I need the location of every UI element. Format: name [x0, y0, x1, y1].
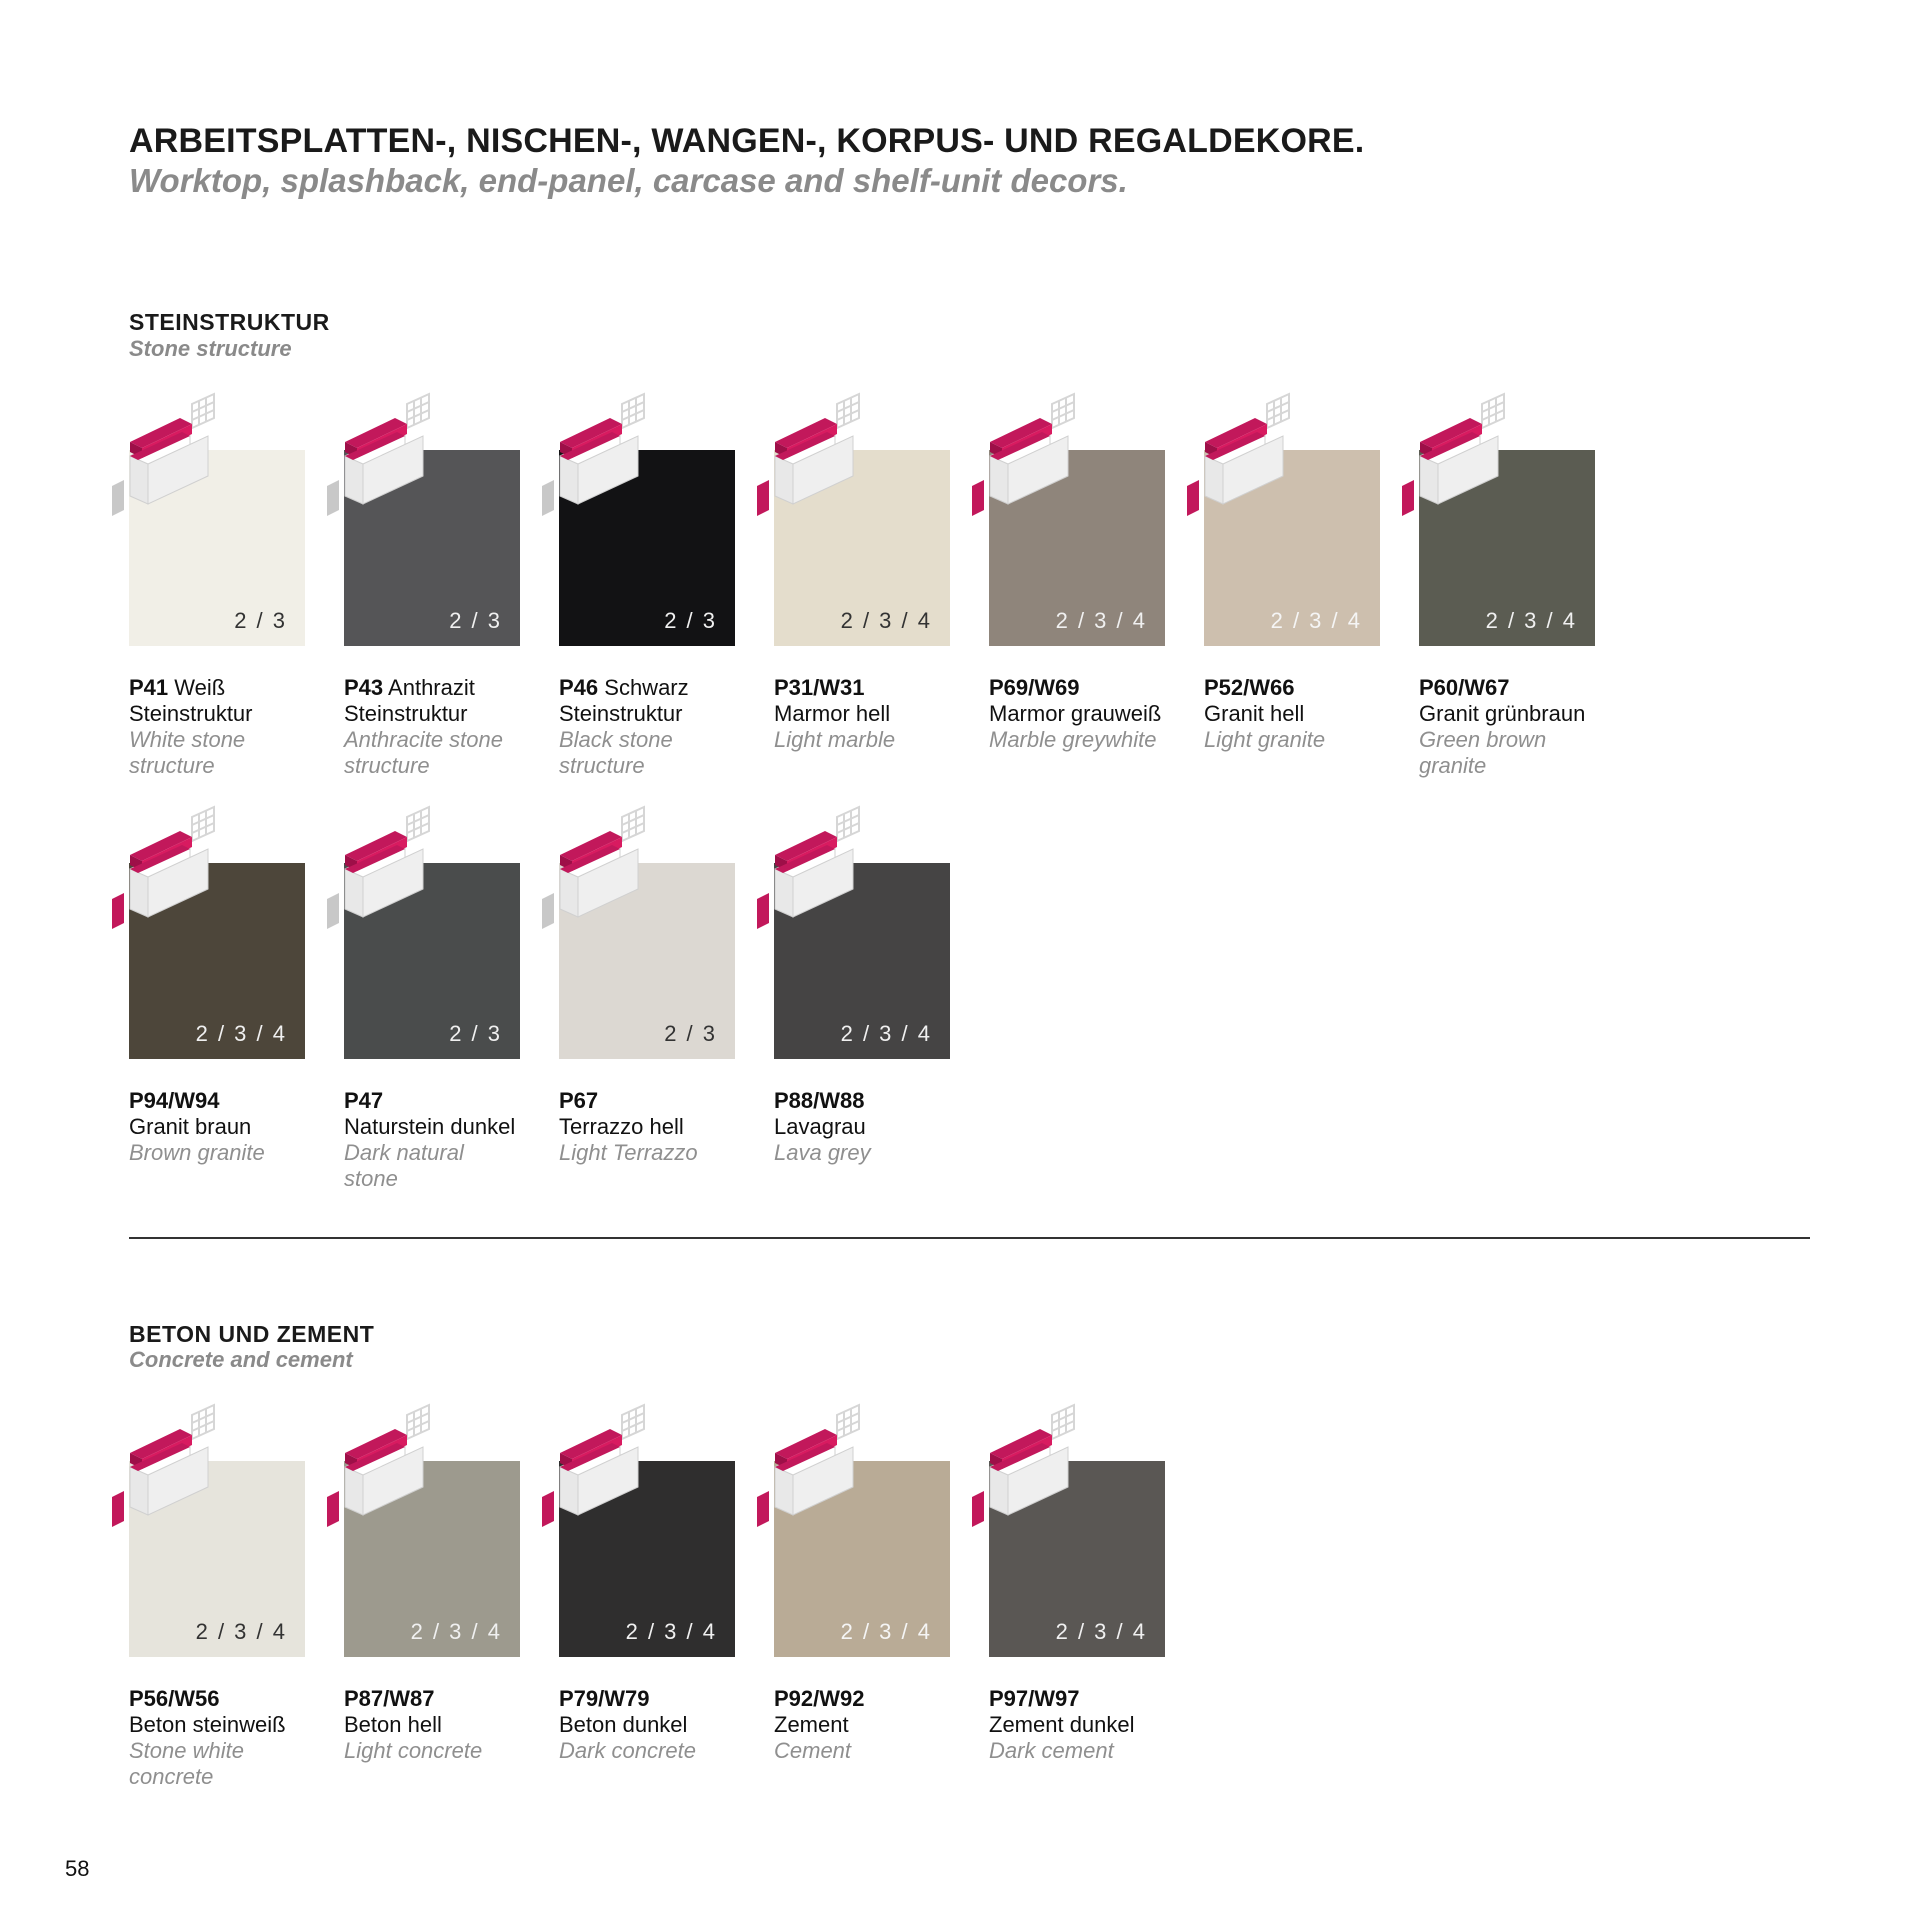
- thickness-options: 2 / 3 / 4: [840, 608, 932, 633]
- decor-code: P56/W56: [129, 1686, 220, 1711]
- decor-name-de-line: Beton dunkel: [559, 1712, 688, 1737]
- decor-code: P79/W79: [559, 1686, 650, 1711]
- decor-code: P97/W97: [989, 1686, 1080, 1711]
- decor-name-en: Stone white concrete: [129, 1738, 244, 1789]
- page-number: 58: [65, 1856, 90, 1881]
- decor-name-en: Light marble: [774, 727, 896, 752]
- decor-name-de-line: Granit hell: [1204, 701, 1305, 726]
- decor-name-de-line: Steinstruktur: [559, 701, 683, 726]
- kitchen-application-icon: [325, 1401, 455, 1531]
- thickness-options: 2 / 3: [664, 608, 717, 633]
- decor-name-de-line: Lavagrau: [774, 1114, 866, 1139]
- decor-swatch-area: [325, 803, 530, 1063]
- thickness-options: 2 / 3 / 4: [195, 1021, 287, 1046]
- decor-name-en: Black stone structure: [559, 727, 673, 778]
- decor-name-de-line: Beton steinweiß: [129, 1712, 286, 1737]
- decor-name-de: Weiß: [168, 675, 226, 700]
- decor-swatch-area: [540, 803, 745, 1063]
- section-title-stone: STEINSTRUKTUR: [129, 309, 330, 335]
- section-subtitle-stone: Stone structure: [129, 336, 292, 361]
- decor-swatch-area: [970, 390, 1175, 650]
- decor-name-en: Anthracite stone structure: [344, 727, 503, 778]
- decor-code: P60/W67: [1419, 675, 1510, 700]
- decor-swatch-area: [110, 1401, 315, 1661]
- thickness-options: 2 / 3 / 4: [840, 1619, 932, 1644]
- decor-name-de-line: Beton hell: [344, 1712, 442, 1737]
- decor-code: P52/W66: [1204, 675, 1295, 700]
- decor-name-de-line: Granit grünbraun: [1419, 701, 1586, 726]
- decor-name-en: Dark natural stone: [344, 1140, 464, 1191]
- thickness-options: 2 / 3: [449, 608, 502, 633]
- decor-name-en: Cement: [774, 1738, 852, 1763]
- decor-swatch-area: [540, 390, 745, 650]
- decor-name-en: Dark cement: [989, 1738, 1114, 1763]
- decor-label: [774, 675, 984, 753]
- decor-name-en: Lava grey: [774, 1140, 871, 1165]
- kitchen-application-icon: [970, 390, 1100, 520]
- thickness-options: 2 / 3: [664, 1021, 717, 1046]
- decor-label: [129, 1686, 339, 1790]
- section-title-concrete: BETON UND ZEMENT: [129, 1321, 375, 1347]
- decor-swatch-area: [540, 1401, 745, 1661]
- thickness-options: 2 / 3: [234, 608, 287, 633]
- decor-name-de: Anthrazit: [383, 675, 475, 700]
- kitchen-application-icon: [540, 803, 670, 933]
- decor-name-de-line: Steinstruktur: [344, 701, 468, 726]
- decor-swatch-area: [755, 803, 960, 1063]
- decor-swatch-area: [1185, 390, 1390, 650]
- decor-code: P46: [559, 675, 599, 700]
- decor-label: [774, 1686, 984, 1764]
- thickness-options: 2 / 3 / 4: [1055, 1619, 1147, 1644]
- decor-swatch-area: [970, 1401, 1175, 1661]
- decor-label: [989, 1686, 1199, 1764]
- decor-code: P67: [559, 1088, 599, 1113]
- thickness-options: 2 / 3: [449, 1021, 502, 1046]
- decor-code: P87/W87: [344, 1686, 435, 1711]
- kitchen-application-icon: [755, 1401, 885, 1531]
- decor-name-en: Brown granite: [129, 1140, 265, 1165]
- thickness-options: 2 / 3 / 4: [625, 1619, 717, 1644]
- decor-name-de-line: Marmor hell: [774, 701, 891, 726]
- decor-code: P47: [344, 1088, 384, 1113]
- decor-code: P88/W88: [774, 1088, 865, 1113]
- decor-label: [989, 675, 1199, 753]
- section-divider: [129, 1237, 1810, 1239]
- decor-name-de-line: Naturstein dunkel: [344, 1114, 516, 1139]
- decor-name-en: White stone structure: [129, 727, 246, 778]
- thickness-options: 2 / 3 / 4: [1485, 608, 1577, 633]
- decor-label: [559, 1686, 769, 1764]
- decor-code: P43: [344, 675, 384, 700]
- kitchen-application-icon: [110, 1401, 240, 1531]
- kitchen-application-icon: [1400, 390, 1530, 520]
- kitchen-application-icon: [970, 1401, 1100, 1531]
- decor-label: [1204, 675, 1414, 753]
- decor-name-en: Green brown granite: [1419, 727, 1547, 778]
- kitchen-application-icon: [755, 390, 885, 520]
- decor-label: [344, 1088, 554, 1192]
- decor-label: [344, 675, 554, 779]
- decor-name-en: Light concrete: [344, 1738, 483, 1763]
- decor-name-de-line: Marmor grauweiß: [989, 701, 1162, 726]
- thickness-options: 2 / 3 / 4: [410, 1619, 502, 1644]
- decor-label: [344, 1686, 554, 1764]
- kitchen-application-icon: [325, 390, 455, 520]
- thickness-options: 2 / 3 / 4: [840, 1021, 932, 1046]
- decor-code: P94/W94: [129, 1088, 220, 1113]
- decor-label: [129, 675, 339, 779]
- decor-label: [1419, 675, 1629, 779]
- decor-name-en: Light Terrazzo: [559, 1140, 698, 1165]
- decor-label: [559, 675, 769, 779]
- decor-label: [129, 1088, 339, 1166]
- decor-name-de-line: Zement dunkel: [989, 1712, 1135, 1737]
- decor-code: P31/W31: [774, 675, 865, 700]
- thickness-options: 2 / 3 / 4: [1270, 608, 1362, 633]
- kitchen-application-icon: [755, 803, 885, 933]
- kitchen-application-icon: [540, 1401, 670, 1531]
- decor-swatch-area: [110, 390, 315, 650]
- section-subtitle-concrete: Concrete and cement: [129, 1347, 353, 1372]
- thickness-options: 2 / 3 / 4: [1055, 608, 1147, 633]
- decor-code: P41: [129, 675, 169, 700]
- page-subtitle: Worktop, splashback, end-panel, carcase and shelf-unit decors.: [129, 162, 1128, 199]
- decor-swatch-area: [325, 1401, 530, 1661]
- decor-swatch-area: [1400, 390, 1605, 650]
- kitchen-application-icon: [540, 390, 670, 520]
- decor-code: P92/W92: [774, 1686, 865, 1711]
- decor-name-en: Marble greywhite: [989, 727, 1157, 752]
- decor-name-de-line: Zement: [774, 1712, 849, 1737]
- decor-label: [774, 1088, 984, 1166]
- decor-name-en: Light granite: [1204, 727, 1326, 752]
- decor-swatch-area: [755, 1401, 960, 1661]
- decor-name-de: Schwarz: [598, 675, 689, 700]
- decor-swatch-area: [755, 390, 960, 650]
- kitchen-application-icon: [110, 390, 240, 520]
- thickness-options: 2 / 3 / 4: [195, 1619, 287, 1644]
- decor-name-de-line: Granit braun: [129, 1114, 252, 1139]
- decor-name-de-line: Steinstruktur: [129, 701, 253, 726]
- decor-name-de-line: Terrazzo hell: [559, 1114, 684, 1139]
- page-title: ARBEITSPLATTEN-, NISCHEN-, WANGEN-, KORPUS- UND REGALDEKORE.: [129, 122, 1365, 160]
- decor-name-en: Dark concrete: [559, 1738, 696, 1763]
- kitchen-application-icon: [325, 803, 455, 933]
- kitchen-application-icon: [110, 803, 240, 933]
- decor-label: [559, 1088, 769, 1166]
- decor-code: P69/W69: [989, 675, 1080, 700]
- kitchen-application-icon: [1185, 390, 1315, 520]
- decor-swatch-area: [110, 803, 315, 1063]
- decor-swatch-area: [325, 390, 530, 650]
